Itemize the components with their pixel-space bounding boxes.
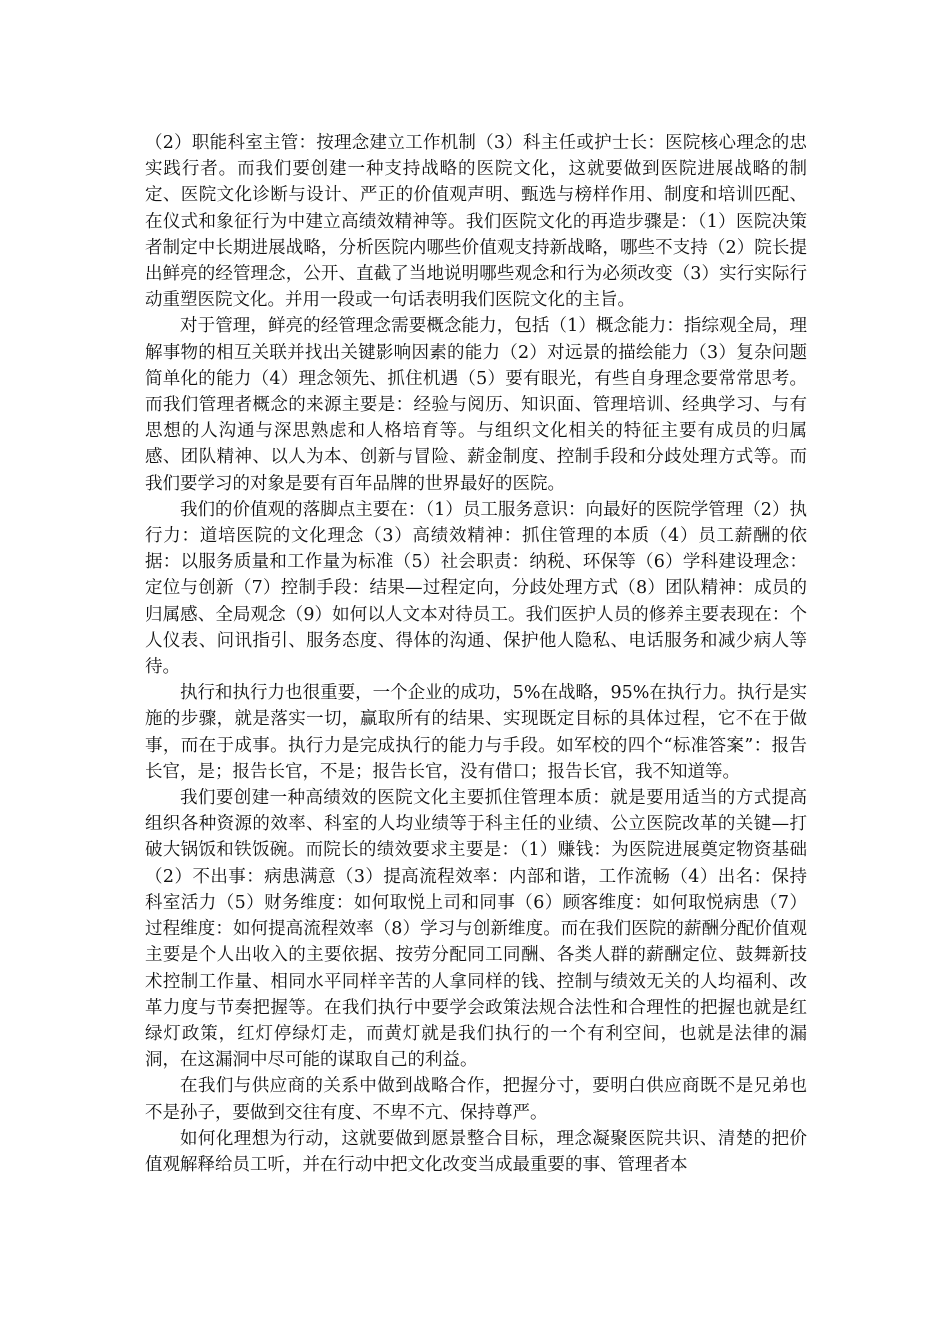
paragraph-7: 如何化理想为行动，这就要做到愿景整合目标，理念凝聚医院共识、清楚的把价值观解释给员工听，并在行动中把文化改变当成最重要的事、管理者本 bbox=[145, 1128, 807, 1175]
paragraph-6: 在我们与供应商的关系中做到战略合作，把握分寸，要明白供应商既不是兄弟也不是孙子，要做到交往有度、不卑不亢、保持尊严。 bbox=[145, 1076, 807, 1123]
paragraph-1: （2）职能科室主管：按理念建立工作机制（3）科主任或护士长：医院核心理念的忠实践行者。而我们要创建一种支持战略的医院文化，这就要做到医院进展战略的制定、医院文化诊断与设计、严正的价值观声明、甄选与榜样作用、制度和培训匹配、在仪式和象征行为中建立高绩效精神等。我们医院文化的再造步骤是：（1）医院决策者制定中长期进展战略，分析医院内哪些价值观支持新战略，哪些不支持（2）院长提出鲜亮的经管理念，公开、直截了当地说明哪些观念和行为必须改变（3）实行实际行动重塑医院文化。并用一段或一句话表明我们医院文化的主旨。 bbox=[145, 133, 807, 311]
paragraph-2: 对于管理，鲜亮的经管理念需要概念能力，包括（1）概念能力：指综观全局，理解事物的相互关联并找出关键影响因素的能力（2）对远景的描绘能力（3）复杂问题简单化的能力（4）理念领先、抓住机遇（5）要有眼光，有些自身理念要常常思考。而我们管理者概念的来源主要是：经验与阅历、知识面、管理培训、经典学习、与有思想的人沟通与深思熟虑和人格培育等。与组织文化相关的特征主要有成员的归属感、团队精神、以人为本、创新与冒险、薪金制度、控制手段和分歧处理方式等。而我们要学习的对象是要有百年品牌的世界最好的医院。 bbox=[145, 316, 807, 494]
paragraph-3: 我们的价值观的落脚点主要在：（1）员工服务意识：向最好的医院学管理（2）执行力：道培医院的文化理念（3）高绩效精神：抓住管理的本质（4）员工薪酬的依据：以服务质量和工作量为标准（5）社会职责：纳税、环保等（6）学科建设理念：定位与创新（7）控制手段：结果—过程定向，分歧处理方式（8）团队精神：成员的归属感、全局观念（9）如何以人文本对待员工。我们医护人员的修养主要表现在：个人仪表、问讯指引、服务态度、得体的沟通、保护他人隐私、电话服务和减少病人等待。 bbox=[145, 499, 807, 678]
paragraph-4: 执行和执行力也很重要，一个企业的成功，5%在战略，95%在执行力。执行是实施的步骤，就是落实一切，赢取所有的结果、实现既定目标的具体过程，它不在于做事，而在于成事。执行力是完成执行的能力与手段。如军校的四个“标准答案”：报告长官，是；报告长官，不是；报告长官，没有借口；报告长官，我不知道等。 bbox=[145, 683, 807, 782]
document-body bbox=[145, 130, 807, 1178]
paragraph-5: 我们要创建一种高绩效的医院文化主要抓住管理本质：就是要用适当的方式提高组织各种资源的效率、科室的人均业绩等于科主任的业绩、公立医院改革的关键—打破大锅饭和铁饭碗。而院长的绩效要求主要是：（1）赚钱：为医院进展奠定物资基础（2）不出事：病患满意（3）提高流程效率：内部和谐，工作流畅（4）出名：保持科室活力（5）财务维度：如何取悦上司和同事（6）顾客维度：如何取悦病患（7）过程维度：如何提高流程效率（8）学习与创新维度。而在我们医院的薪酬分配价值观主要是个人出收入的主要依据、按劳分配同工同酬、各类人群的薪酬定位、鼓舞新技术控制工作量、相同水平同样辛苦的人拿同样的钱、控制与绩效无关的人均福利、改革力度与节奏把握等。在我们执行中要学会政策法规合法性和合理性的把握也就是红绿灯政策，红灯停绿灯走，而黄灯就是我们执行的一个有利空间，也就是法律的漏洞，在这漏洞中尽可能的谋取自己的利益。 bbox=[145, 788, 807, 1071]
